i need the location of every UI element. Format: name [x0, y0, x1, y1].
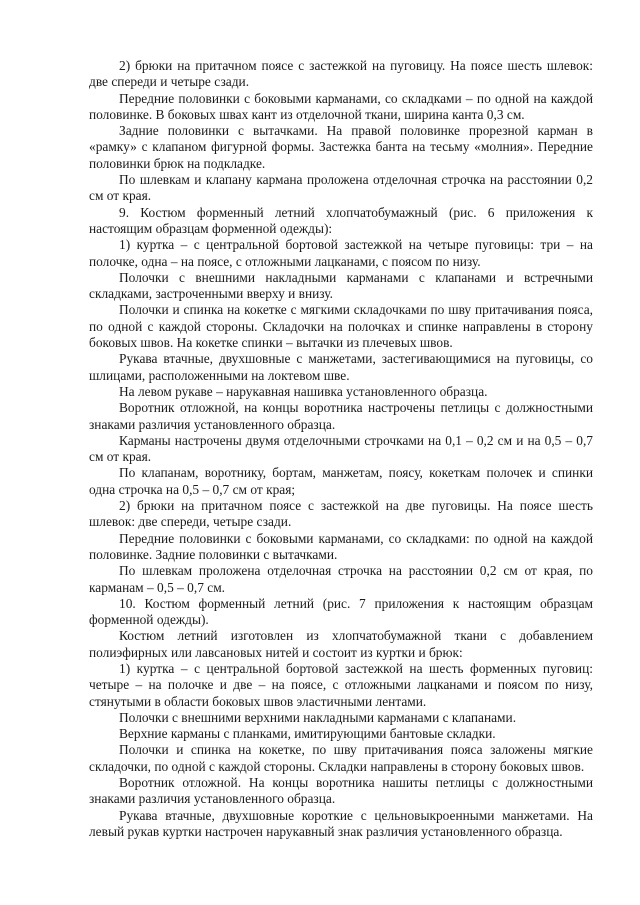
paragraph: Полочки и спинка на кокетке, по шву притачивания пояса заложены мягкие складочки, по одной с каждой стороны. Складки направлены в сторону боковых швов. — [89, 742, 593, 774]
paragraph: Рукава втачные, двухшовные с манжетами, застегивающимися на пуговицы, со шлицами, расположенными на локтевом шве. — [89, 351, 593, 383]
paragraph: Передние половинки с боковыми карманами, со складками: по одной на каждой половинке. Задние половинки с вытачками. — [89, 530, 593, 562]
paragraph: Задние половинки с вытачками. На правой половинке прорезной карман в «рамку» с клапаном фигурной формы. Застежка банта на тесьму «молния». Передние половинки брюк на подкладке. — [89, 123, 593, 171]
paragraph: По клапанам, воротнику, бортам, манжетам, поясу, кокеткам полочек и спинки одна строчка на 0,5 – 0,7 см от края; — [89, 465, 593, 497]
paragraph: По шлевкам и клапану кармана проложена отделочная строчка на расстоянии 0,2 см от края. — [89, 172, 593, 204]
paragraph: Передние половинки с боковыми карманами, со складками – по одной на каждой половинке. В боковых швах кант из отделочной ткани, ширина канта 0,3 см. — [89, 90, 593, 122]
paragraph: 2) брюки на притачном поясе с застежкой на две пуговицы. На поясе шесть шлевок: две спереди, четыре сзади. — [89, 498, 593, 530]
paragraph: Рукава втачные, двухшовные короткие с цельновыкроенными манжетами. На левый рукав куртки настрочен нарукавный знак различия установленного образца. — [89, 807, 593, 839]
paragraph: Воротник отложной, на концы воротника настрочены петлицы с должностными знаками различия установленного образца. — [89, 400, 593, 432]
paragraph: Полочки с внешними накладными карманами с клапанами и встречными складками, застроченными вверху и внизу. — [89, 269, 593, 302]
paragraph: Карманы настрочены двумя отделочными строчками на 0,1 – 0,2 см и на 0,5 – 0,7 см от края. — [89, 432, 593, 465]
paragraph: 1) куртка – с центральной бортовой застежкой на четыре пуговицы: три – на полочке, одна – на поясе, с отложными лацканами, с поясом по низу. — [89, 237, 593, 269]
paragraph: Полочки с внешними верхними накладными карманами с клапанами. — [119, 709, 517, 725]
paragraph: Полочки и спинка на кокетке с мягкими складочками по шву притачивания пояса, по одной с каждой стороны. Складочки на полочках и спинке направлены в сторону боковых швов. На кокетке спинки – вытачки из плечевых швов. — [89, 302, 593, 351]
paragraph: 2) брюки на притачном поясе с застежкой на пуговицу. На поясе шесть шлевок: две спереди и четыре сзади. — [89, 58, 593, 90]
paragraph: 9. Костюм форменный летний хлопчатобумажный (рис. 6 приложения к настоящим образцам форменной одежды): — [89, 204, 593, 236]
paragraph: Воротник отложной. На концы воротника нашиты петлицы с должностными знаками различия установленного образца. — [89, 775, 593, 807]
paragraph: По шлевкам проложена отделочная строчка на расстоянии 0,2 см от края, по карманам – 0,5 – 0,7 см. — [89, 563, 593, 595]
paragraph: Верхние карманы с планками, имитирующими бантовые складки. — [119, 726, 496, 742]
paragraph: 1) куртка – с центральной бортовой застежкой на шесть форменных пуговиц: четыре – на полочке и две – на поясе, с отложными лацканами и поясом по низу, стянутыми в области боковых швов эластичными лентами. — [89, 660, 593, 709]
document-page — [89, 58, 593, 840]
paragraph: 10. Костюм форменный летний (рис. 7 приложения к настоящим образцам форменной одежды). — [89, 595, 593, 628]
paragraph: На левом рукаве – нарукавная нашивка установленного образца. — [119, 383, 488, 399]
paragraph: Костюм летний изготовлен из хлопчатобумажной ткани с добавлением полиэфирных или лавсановых нитей и состоит из куртки и брюк: — [89, 628, 593, 660]
